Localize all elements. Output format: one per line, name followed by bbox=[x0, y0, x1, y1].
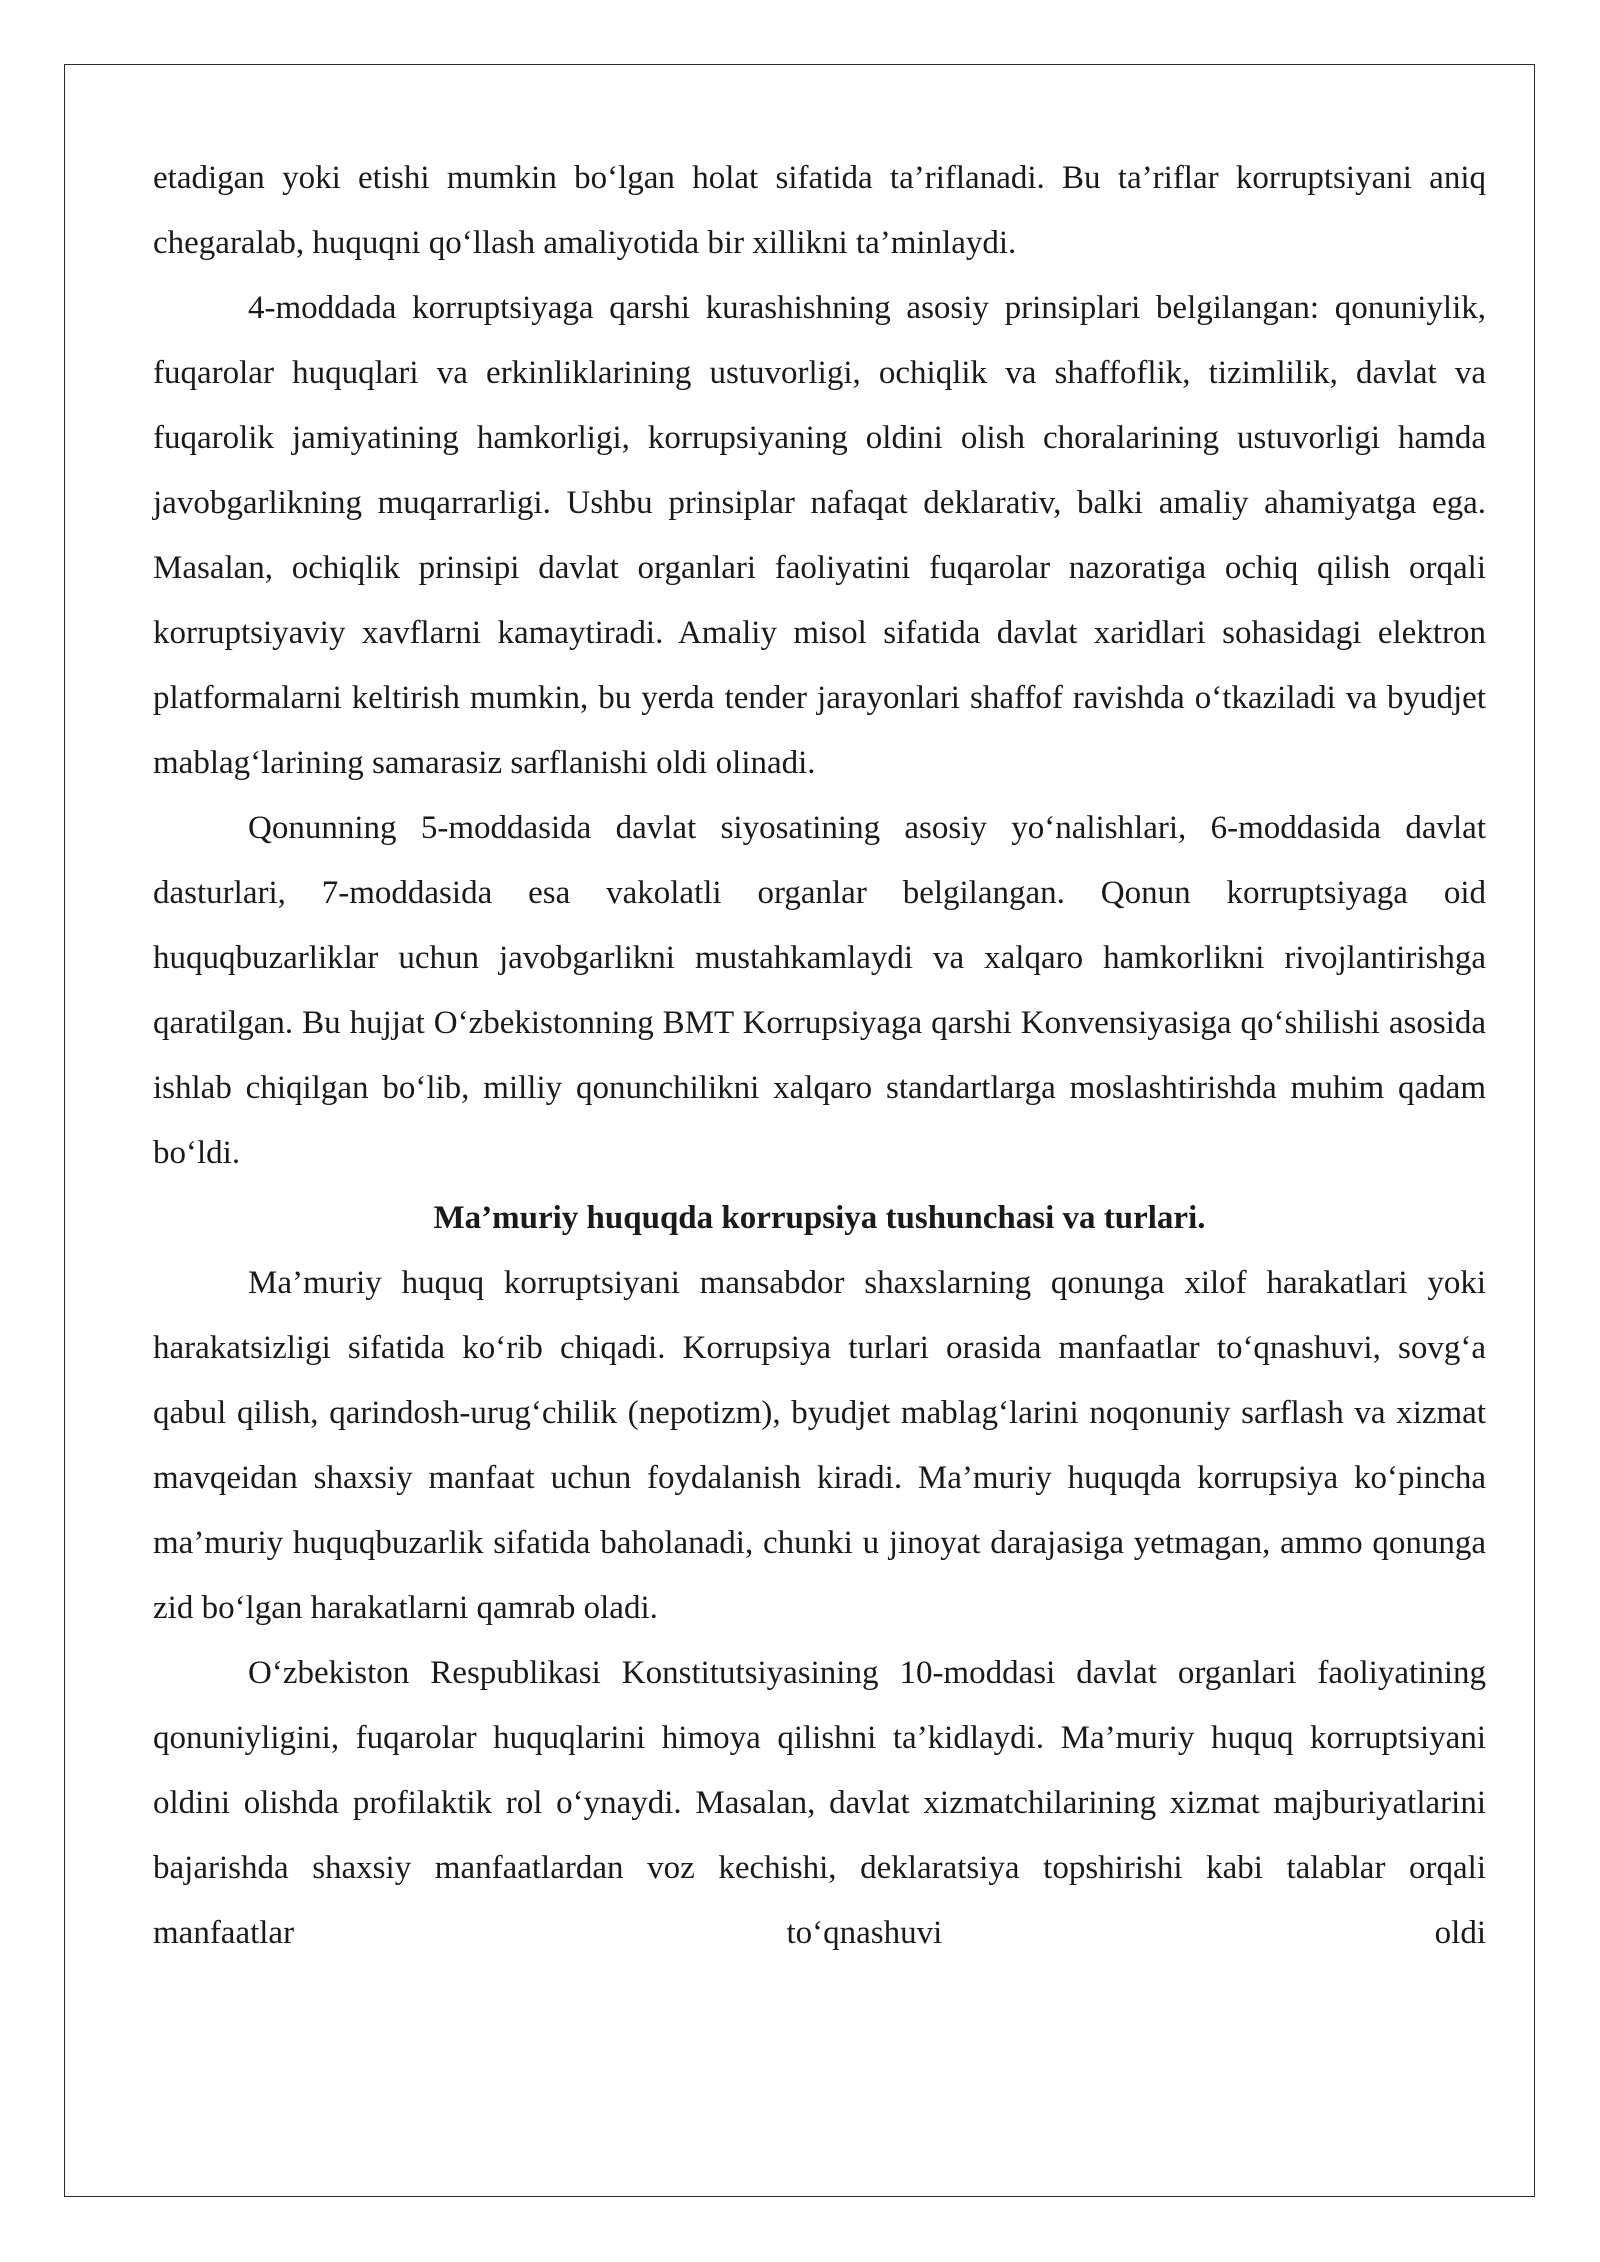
paragraph-articles-5-7: Qonunning 5-moddasida davlat siyosatining asosiy yo‘nalishlari, 6-moddasida davlat dasturlari, 7-moddasida esa vakolatli organlar belgilangan. Qonun korruptsiyaga oid huquqbuzarliklar uchun javobgarlikni mustahkamlaydi va xalqaro hamkorlikni rivojlantirishga qaratilgan. Bu hujjat O‘zbekistonning BMT Korrupsiyaga qarshi Konvensiyasiga qo‘shilishi asosida ishlab chiqilgan bo‘lib, milliy qonunchilikni xalqaro standartlarga moslashtirishda muhim qadam bo‘ldi. bbox=[153, 810, 1486, 1171]
paragraph-administrative-law: Ma’muriy huquq korruptsiyani mansabdor shaxslarning qonunga xilof harakatlari yoki harakatsizligi sifatida ko‘rib chiqadi. Korrupsiya turlari orasida manfaatlar to‘qnashuvi, sovg‘a qabul qilish, qarindosh-urug‘chilik (nepotizm), byudjet mablag‘larini noqonuniy sarflash va xizmat mavqeidan shaxsiy manfaat uchun foydalanish kiradi. Ma’muriy huquqda korrupsiya ko‘pincha ma’muriy huquqbuzarlik sifatida baholanadi, chunki u jinoyat darajasiga yetmagan, ammo qonunga zid bo‘lgan harakatlarni qamrab oladi. bbox=[153, 1265, 1486, 1626]
paragraph-article-4: 4-moddada korruptsiyaga qarshi kurashishning asosiy prinsiplari belgilangan: qonuniylik, fuqarolar huquqlari va erkinliklarining ustuvorligi, ochiqlik va shaffoflik, tizimlilik, davlat va fuqarolik jamiyatining hamkorligi, korrupsiyaning oldini olish choralarining ustuvorligi hamda javobgarlikning muqarrarligi. Ushbu prinsiplar nafaqat deklarativ, balki amaliy ahamiyatga ega. Masalan, ochiqlik prinsipi davlat organlari faoliyatini fuqarolar nazoratiga ochiq qilish orqali korruptsiyaviy xavflarni kamaytiradi. Amaliy misol sifatida davlat xaridlari sohasidagi elektron platformalarni keltirish mumkin, bu yerda tender jarayonlari shaffof ravishda o‘tkaziladi va byudjet mablag‘larining samarasiz sarflanishi oldi olinadi. bbox=[153, 290, 1486, 781]
paragraph-continuation: etadigan yoki etishi mumkin bo‘lgan holat sifatida ta’riflanadi. Bu ta’riflar korruptsiyani aniq chegaralab, huquqni qo‘llash amaliyotida bir xillikni ta’minlaydi. bbox=[153, 160, 1486, 261]
paragraph-constitution: O‘zbekiston Respublikasi Konstitutsiyasining 10-moddasi davlat organlari faoliyatining qonuniyligini, fuqarolar huquqlarini himoya qilishni ta’kidlaydi. Ma’muriy huquq korruptsiyani oldini olishda profilaktik rol o‘ynaydi. Masalan, davlat xizmatchilarining xizmat majburiyatlarini bajarishda shaxsiy manfaatlardan voz kechishi, deklaratsiya topshirishi kabi talablar orqali manfaatlar to‘qnashuvi oldi bbox=[153, 1655, 1486, 1951]
document-body bbox=[153, 146, 1486, 1966]
section-heading: Ma’muriy huquqda korrupsiya tushunchasi va turlari. bbox=[433, 1200, 1206, 1236]
